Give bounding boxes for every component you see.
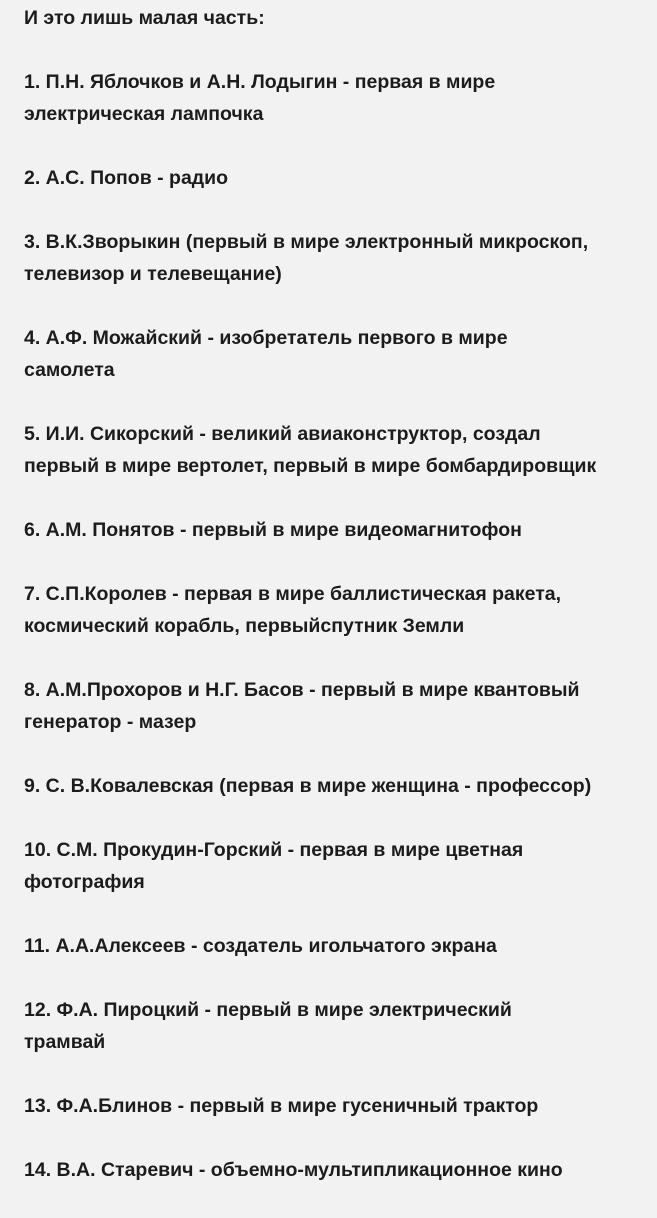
list-item-11 bbox=[24, 930, 654, 962]
list-item-6 bbox=[24, 514, 654, 546]
list-item-line: 13. Ф.А.Блинов - первый в мире гусеничный трактор bbox=[24, 1095, 539, 1117]
document-body bbox=[24, 2, 654, 1218]
list-item-14 bbox=[24, 1154, 654, 1186]
list-heading: И это лишь малая часть: bbox=[24, 7, 265, 29]
list-item-line: 9. С. В.Ковалевская (первая в мире женщина - профессор) bbox=[24, 775, 592, 797]
list-item-line: 7. С.П.Королев - первая в мире баллистическая ракета, bbox=[24, 583, 562, 605]
list-item-2 bbox=[24, 162, 654, 194]
list-item-line: фотография bbox=[24, 871, 145, 893]
list-item-line: 6. А.М. Понятов - первый в мире видеомагнитофон bbox=[24, 519, 522, 541]
list-item-line: самолета bbox=[24, 359, 115, 381]
list-item-line: генератор - мазер bbox=[24, 711, 197, 733]
list-item-line: трамвай bbox=[24, 1031, 106, 1053]
list-item-line: 1. П.Н. Яблочков и А.Н. Лодыгин - первая в мире bbox=[24, 71, 496, 93]
list-item-line: космический корабль, первыйспутник Земли bbox=[24, 615, 465, 637]
list-item-line: 2. А.С. Попов - радио bbox=[24, 167, 229, 189]
list-item-line: 8. А.М.Прохоров и Н.Г. Басов - первый в мире квантовый bbox=[24, 679, 580, 701]
list-item-line: 4. А.Ф. Можайский - изобретатель первого в мире bbox=[24, 327, 508, 349]
list-item-3 bbox=[24, 226, 654, 290]
list-item-10 bbox=[24, 834, 654, 898]
list-item-1 bbox=[24, 66, 654, 130]
list-item-line: первый в мире вертолет, первый в мире бомбардировщик bbox=[24, 455, 597, 477]
list-item-line: телевизор и телевещание) bbox=[24, 263, 282, 285]
list-item-line: 12. Ф.А. Пироцкий - первый в мире электрический bbox=[24, 999, 512, 1021]
list-item-line: электрическая лампочка bbox=[24, 103, 264, 125]
list-item-line: 11. А.А.Алексеев - создатель игольчатого экрана bbox=[24, 935, 497, 957]
list-item-7 bbox=[24, 578, 654, 642]
list-item-line: 14. В.А. Старевич - объемно-мультипликационное кино bbox=[24, 1159, 563, 1181]
list-item-line: 5. И.И. Сикорский - великий авиаконструктор, создал bbox=[24, 423, 541, 445]
list-item-9 bbox=[24, 770, 654, 802]
list-item-13 bbox=[24, 1090, 654, 1122]
list-item-8 bbox=[24, 674, 654, 738]
inventors-list bbox=[24, 66, 654, 1186]
list-item-line: 3. В.К.Зворыкин (первый в мире электронный микроскоп, bbox=[24, 231, 589, 253]
list-item-5 bbox=[24, 418, 654, 482]
list-item-12 bbox=[24, 994, 654, 1058]
list-item-4 bbox=[24, 322, 654, 386]
list-item-line: 10. С.М. Прокудин-Горский - первая в мире цветная bbox=[24, 839, 524, 861]
